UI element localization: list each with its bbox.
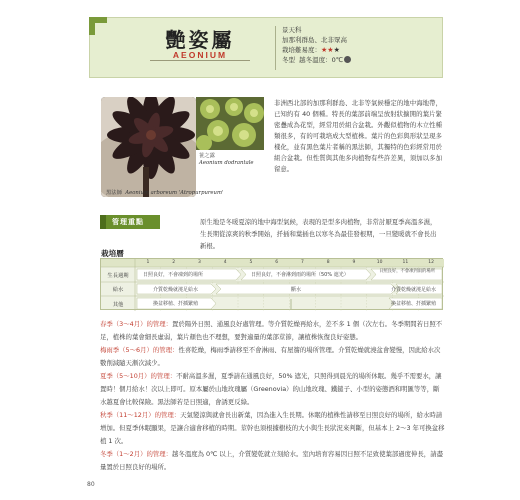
- seasonal-care: [100, 318, 445, 474]
- caption-main: 黑法師 Aeonium arboreum 'Atropurpureum': [106, 190, 224, 196]
- green-rosettes-illustration: [196, 97, 264, 150]
- info-origin: 加那利群島、北非眾高: [282, 36, 347, 44]
- plant-info: [282, 25, 442, 65]
- intro-paragraph: 非洲西北部的加那利群島、北非等氣候穩定的地中海地帶，已知約有 40 個種。特長的葉部前端呈放射狀擴開的葉片緊密疊成為花型，經常用於組合盆栽。外觀似植物的木立性種類很多，有的可栽培成大型植株。葉片的色彩與形狀呈現多樣化，並有黑色葉片者稱的黑法師，其獨特的色彩經常用於組合盆栽。但性質與其他多肉植物有些許差異，須加以多加留意。: [274, 99, 442, 173]
- calendar-title: 栽培曆: [101, 249, 124, 258]
- growth-item-3: 日照良好，不會凍到雨的場所: [379, 269, 435, 274]
- water-item-2: 斷水: [291, 286, 302, 293]
- care-winter: 冬季（1～2月）的管理：越冬溫度為 0℃ 以上，介質變乾就立刻給水。室內培育容易因日照不足致使葉部過度伸長，請盡量置於日照良好的場所。: [100, 450, 443, 471]
- care-summer: 夏季（5～10月）的管理：不耐高溫多濕，夏季請在通風良好，50% 遮光，只照得到晨光的場所休眠。幾乎不需要水，讓置時！個月給水！次以上即可。原本屬於山地玫瑰屬（Greenovia）的山地玫瑰、鐵鎚子、小型的姿態酒和明匯等等，斷水越夏會比較保險。黑法師若是日照適，會誘更反綠。: [100, 372, 442, 406]
- growth-item-2: 日照良好，不會淋到雨的場所（50% 遮光）: [251, 272, 349, 278]
- care-rainy: 梅雨季（5～6月）的管理：性喜乾燥，梅雨季請移至不會淋雨、有屋簷的場所管理。介質乾燥就澆盆會變慢，因此給水次數削減隨天漸次減少。: [100, 346, 441, 367]
- care-autumn: 秋季（11～12月）的管理：天氣變涼與就會長出新葉，因為進入生長期。休眠的植株性請移至日照良好的場所，給水時請增加。但夏季休眠顯果，是讓合適會移植的時期。莖幹也須根據樹枝的大小與生長狀況來判斷，但基本上 2～3 年可換盆移植 1 次。: [100, 411, 445, 445]
- water-item-1: 介質乾燥就澆足給水: [153, 286, 199, 293]
- other-item-2: 換盆移植、扦插繁殖: [391, 301, 437, 307]
- title-block: [140, 24, 260, 64]
- star-rating: ★★: [321, 46, 334, 54]
- moon-icon: [344, 56, 351, 63]
- rosette-illustration: [101, 97, 196, 197]
- page-subtitle: AEONIUM: [172, 50, 228, 60]
- calendar-months: 1 2 3 4 5 6 7 8 9 10 11 12: [146, 260, 434, 265]
- water-item-3: 介質乾燥就澆足給水: [391, 286, 437, 293]
- row-label-growth: 生長週期: [107, 273, 129, 279]
- caption-side: 笹之露 Aeonium dodrantale: [199, 153, 254, 166]
- photo-aeonium-atropurpureum: [101, 97, 196, 197]
- growth-item-1: 日照良好，不會凍到的場所: [143, 272, 204, 278]
- info-family: 景天科: [282, 26, 302, 34]
- photo-aeonium-dodrantale: [196, 97, 264, 150]
- header-divider: [275, 26, 276, 70]
- row-label-other: 其他: [112, 302, 124, 308]
- section-tag: 管理重點: [100, 215, 160, 229]
- manage-paragraph: 原生地是冬暖夏涼的地中海型氣候，表現的是型多肉植物，非常討厭夏季高溫多濕，生長期從涼爽的秋季開始，扦插和葉插也以寒冬為最佳發根期，一旦變暖就不會長出新根。: [200, 218, 437, 250]
- title-divider: [150, 60, 250, 61]
- page-number: 80: [87, 481, 95, 488]
- care-spring: 春季（3～4月）的管理：置於陽外日照、通風良好處管理。等介質乾燥再給水，差不多 1 個（次左右。冬季期間若日照不足，植株的葉會細長虛弱，葉片顏色也不理想，要對適量的葉部莖節，讓植株恢復良好姿態。: [100, 320, 443, 341]
- row-label-water: 給水: [112, 287, 124, 293]
- page-title: 艷姿屬: [165, 28, 235, 52]
- other-item-1: 換盆移植、扦插繁殖: [153, 301, 199, 307]
- corner-bracket-decoration: [89, 17, 107, 35]
- star-empty: ★: [333, 46, 340, 54]
- info-type: 冬型 越冬溫度：0℃: [282, 55, 442, 65]
- calendar-table: [100, 258, 443, 310]
- info-difficulty: 栽培難易度：★★★: [282, 46, 340, 54]
